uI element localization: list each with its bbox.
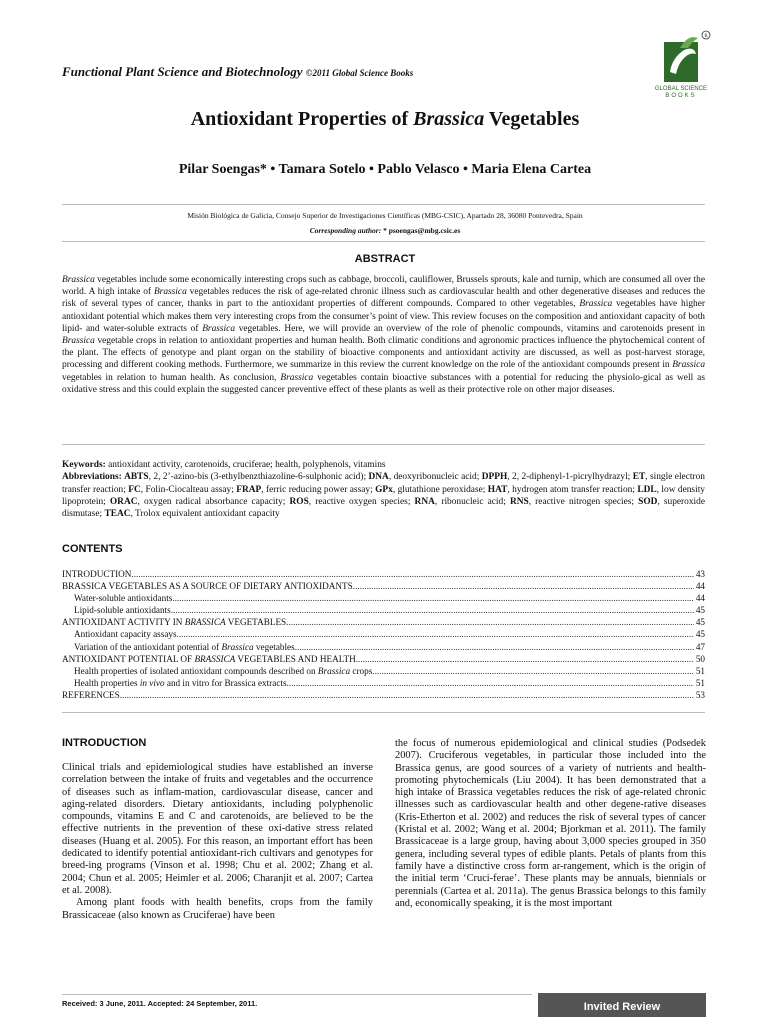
- abbreviation-term: ABTS: [124, 472, 149, 483]
- title-italic-part: Brassica: [413, 108, 485, 130]
- toc-page-number: 45: [695, 605, 705, 616]
- abbreviation-definition: , Trolox equivalent antioxidant capacity: [130, 509, 280, 520]
- toc-leader-dots: [356, 653, 694, 665]
- toc-entry[interactable]: [62, 677, 705, 689]
- divider: [62, 204, 705, 205]
- intro-right-column: [395, 738, 706, 910]
- toc-entry-title: REFERENCES: [62, 689, 120, 700]
- toc-entry-title: ANTIOXIDANT ACTIVITY IN BRASSICA VEGETABLES: [62, 617, 287, 628]
- intro-paragraph: the focus of numerous epidemiological and clinical studies (Podsedek 2007). Cruciferous vegetables, in particular those included into the Brassica genus, are good sources of a variety of nutrients and health-promoting phytochemicals (Liu 2004). It has been demonstrated that a high intake of Brassica vegetables reduces the risk of age-related chronic illnesses such as cardiovascular health and other degene-rative diseases (Kris-Etherton et al. 2002) and reduces the risk of several types of cancer (Kristal et al. 2002; Wang et al. 2004; Bjorkman et al. 2011). The family Brassicaceae is a large group, having about 3,000 species grouped in 350 genera, including several types of edible plants. Petals of plants from this family have a distinctive cross form ar-rangement, which is the origin of the initial term ‘Cruci-ferae’. These plants may be annuals, biennials or perennials (Cartea et al. 2011a). The genus Brassica belongs to this family and, economically speaking, it is the most important: [395, 738, 706, 909]
- abbreviation-definition: , 2, 2’-azino-bis (3-ethylbenzthiazoline-6-sulphonic acid);: [148, 472, 369, 483]
- toc-entry[interactable]: [62, 628, 705, 640]
- abbreviation-definition: , low density lipoprotein;: [62, 484, 705, 507]
- abbreviations: [62, 471, 705, 520]
- table-of-contents: [62, 568, 705, 701]
- toc-leader-dots: [286, 616, 694, 628]
- divider: [62, 241, 705, 242]
- toc-entry-title: ANTIOXIDANT POTENTIAL OF BRASSICA VEGETABLES AND HEALTH: [62, 653, 356, 664]
- toc-page-number: 51: [695, 677, 705, 688]
- abbreviation-term: SOD: [638, 496, 658, 507]
- toc-entry-title: BRASSICA VEGETABLES AS A SOURCE OF DIETARY ANTIOXIDANTS: [62, 581, 353, 592]
- toc-entry[interactable]: [62, 665, 705, 677]
- abbreviation-term: ROS: [289, 496, 309, 507]
- abbreviation-term: LDL: [637, 484, 657, 495]
- abbreviation-definition: , ribonucleic acid;: [434, 496, 510, 507]
- corresponding-author: [0, 226, 770, 235]
- toc-entry-title: Health properties of isolated antioxidant compounds described on Brassica crops: [74, 665, 373, 676]
- introduction-heading: INTRODUCTION: [62, 737, 147, 749]
- abbreviation-definition: , 2, 2-diphenyl-1-picrylhydrazyl;: [507, 472, 633, 483]
- keywords-label: Keywords:: [62, 460, 106, 470]
- abbreviation-term: TEAC: [104, 509, 131, 520]
- abbreviation-term: DPPH: [481, 472, 508, 483]
- toc-leader-dots: [120, 689, 694, 701]
- abstract-heading: ABSTRACT: [354, 253, 416, 265]
- toc-leader-dots: [177, 628, 694, 640]
- intro-paragraph: Among plant foods with health benefits, crops from the family Brassicaceae (also known as Cruciferae) have been: [62, 897, 373, 921]
- toc-leader-dots: [171, 604, 694, 616]
- received-dates: Received: 3 June, 2011. Accepted: 24 September, 2011.: [62, 999, 258, 1008]
- abbreviation-definition: , single electron transfer reaction;: [62, 472, 705, 495]
- toc-entry[interactable]: [62, 568, 705, 580]
- toc-entry-title: Antioxidant capacity assays: [74, 629, 177, 640]
- abbreviation-definition: , glutathione peroxidase;: [392, 484, 488, 495]
- abbreviation-term: RNS: [509, 496, 529, 507]
- logo-text-line1: GLOBAL SCIENCE: [654, 86, 708, 92]
- invited-review-badge: Invited Review: [538, 993, 706, 1017]
- abbreviation-definition: , hydrogen atom transfer reaction;: [507, 484, 638, 495]
- title-part: Antioxidant Properties of: [190, 108, 414, 130]
- abbreviation-term: ORAC: [109, 496, 138, 507]
- toc-page-number: 44: [695, 581, 705, 592]
- toc-entry[interactable]: [62, 653, 705, 665]
- keywords-line: [62, 459, 705, 471]
- journal-name: Functional Plant Science and Biotechnology: [62, 64, 303, 79]
- abbreviation-term: FC: [128, 484, 141, 495]
- intro-left-column: [62, 762, 373, 922]
- corresponding-label: Corresponding author:: [309, 226, 382, 235]
- toc-entry[interactable]: [62, 592, 705, 604]
- toc-entry-title: Lipid-soluble antioxidants: [74, 605, 171, 616]
- abbreviation-term: GPx: [375, 484, 393, 495]
- abbreviation-term: DNA: [368, 472, 389, 483]
- author-list: Pilar Soengas* • Tamara Sotelo • Pablo Velasco • Maria Elena Cartea: [178, 162, 592, 177]
- corresponding-email[interactable]: * psoengas@mbg.csic.es: [383, 226, 461, 235]
- abbreviation-definition: , reactive oxygen species;: [308, 496, 415, 507]
- logo-text: [644, 86, 718, 100]
- toc-entry[interactable]: [62, 604, 705, 616]
- abbreviation-term: ET: [632, 472, 646, 483]
- toc-leader-dots: [372, 665, 694, 677]
- toc-page-number: 51: [695, 665, 705, 676]
- abstract-text: Brassica vegetables include some economically interesting crops such as cabbage, broccoli, cauliflower, Brussels sprouts, kale and turnip, which are consumed all over the world. A high intake of Brassica vegetables reduces the risk of age-related chronic illness such as cardiovascular health and other degenerative diseases and reduces the risk of several types of cancer, thanks in part to the antioxidant properties of different compounds. Compared to other vegetables, Brassica vegetables have higher antioxidant potential which makes them very interesting crops from the consumer’s point of view. This review focuses on the composition and antioxidant capacity of both lipid- and water-soluble extracts of Brassica vegetables. Here, we will provide an overview of the role of phenolic compounds, vitamins and carotenoids present in Brassica vegetable crops in relation to antioxidant properties and human health. Both climatic conditions and agronomic practices influence the phytochemical content of the plant. The effects of genotype and plant organ on the stability of bioactive components and antioxidant activity are discussed, as well as post-harvest storage, processing and different cooking methods. Furthermore, we summarize in this review the current knowledge on the role of the antioxidant compounds present in Brassica vegetables in relation to human health. As conclusion, Brassica vegetables contain bioactive substances with a potential for reducing the physiolo-gical as well as oxidative stress and this could explain the suggested cancer preventive effect of these plants as well as their protective role on other major diseases.: [62, 275, 705, 395]
- logo-text-line2: BOOKS: [665, 93, 697, 99]
- toc-entry[interactable]: [62, 616, 705, 628]
- toc-page-number: 45: [695, 617, 705, 628]
- svg-text:R: R: [704, 34, 708, 39]
- keywords-block: [62, 459, 705, 520]
- abbreviation-definition: , deoxyribonucleic acid;: [388, 472, 482, 483]
- intro-paragraph: Clinical trials and epidemiological studies have established an inverse correlation between the intake of fruits and vegetables and the occurrence of diseases such as inflam-mation, cardiovascular disease, cancer and aging-related disorders. Dietary antioxidants, including polyphenolic compounds, vitamins E and C and carotenoids, are believed to be the effective nutrients in the prevention of these oxi-dative stress related diseases (Huang et al. 2005). For this reason, an important effort has been dedicated to identify potential antioxidant-rich cultivars and genotypes for breed-ing programs (Vinson et al. 1998; Chu et al. 2002; Zhang et al. 2004; Chun et al. 2005; Heimler et al. 2006; Charanjit et al. 2007; Cartea et al. 2008).: [62, 762, 373, 896]
- contents-heading: CONTENTS: [62, 543, 123, 555]
- toc-leader-dots: [172, 592, 693, 604]
- affiliation: Misión Biológica de Galicia, Consejo Superior de Investigaciones Científicas (MBG-CSIC), Apartado 28, 36080 Pontevedra, Spain: [187, 211, 583, 220]
- toc-entry[interactable]: [62, 580, 705, 592]
- toc-page-number: 44: [695, 593, 705, 604]
- toc-leader-dots: [353, 580, 694, 592]
- toc-entry-title: Variation of the antioxidant potential of Brassica vegetables: [74, 641, 295, 652]
- footer-divider: [62, 994, 532, 995]
- toc-page-number: 47: [695, 641, 705, 652]
- abbreviations-label: Abbreviations:: [62, 472, 122, 483]
- abbreviation-term: FRAP: [236, 484, 262, 495]
- abbreviation-definition: , oxygen radical absorbance capacity;: [137, 496, 290, 507]
- keywords-text: antioxidant activity, carotenoids, cruciferae; health, polyphenols, vitamins: [105, 460, 386, 470]
- toc-entry-title: Health properties in vivo and in vitro for Brassica extracts: [74, 677, 287, 688]
- toc-entry[interactable]: [62, 689, 705, 701]
- divider: [62, 712, 705, 713]
- toc-entry-title: Water-soluble antioxidants: [74, 593, 173, 604]
- toc-leader-dots: [287, 677, 694, 689]
- abbreviation-definition: , ferric reducing power assay;: [261, 484, 376, 495]
- toc-entry[interactable]: [62, 641, 705, 653]
- journal-header: [62, 64, 413, 80]
- toc-page-number: 50: [695, 653, 705, 664]
- toc-leader-dots: [295, 641, 694, 653]
- toc-page-number: 43: [695, 569, 705, 579]
- paper-title: [0, 108, 770, 131]
- journal-copyright: ©2011 Global Science Books: [305, 68, 414, 78]
- toc-entry-title: INTRODUCTION: [62, 569, 132, 579]
- abbreviation-definition: , superoxide dismutase;: [62, 496, 706, 520]
- abbreviation-term: HAT: [487, 484, 508, 495]
- title-part-end: Vegetables: [484, 108, 580, 130]
- toc-page-number: 53: [695, 689, 705, 700]
- abbreviation-definition: , reactive nitrogen species;: [528, 496, 639, 507]
- toc-page-number: 45: [695, 629, 705, 640]
- divider: [62, 444, 705, 445]
- abbreviation-term: RNA: [414, 496, 435, 507]
- abbreviation-definition: , Folin-Ciocalteau assay;: [140, 484, 237, 495]
- toc-leader-dots: [131, 568, 693, 580]
